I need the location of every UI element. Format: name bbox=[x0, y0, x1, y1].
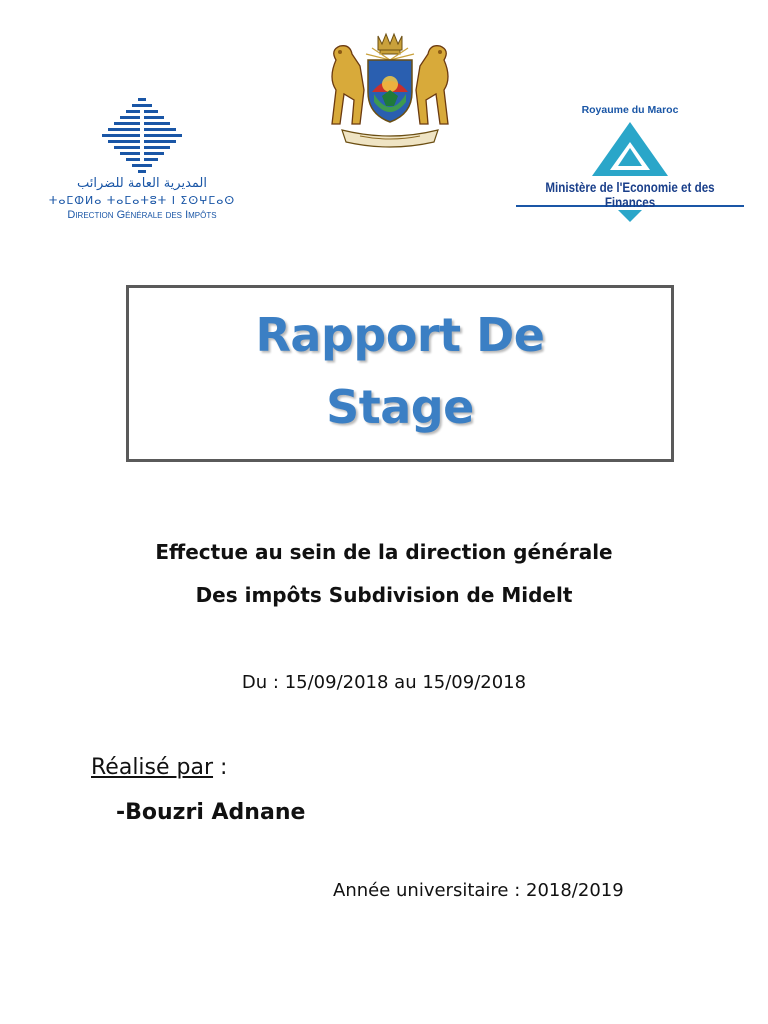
academic-year: Année universitaire : 2018/2019 bbox=[333, 880, 624, 901]
subtitle-line-1: Effectue au sein de la direction générale bbox=[155, 540, 613, 564]
subtitle-line-2: Des impôts Subdivision de Midelt bbox=[195, 583, 573, 607]
dgi-tifinagh-name: ⵜⴰⵎⵀⵍⴰ ⵜⴰⵎⴰⵜⵓⵜ ⵏ ⵉⵙⵖⵎⴰⵙ bbox=[48, 194, 236, 207]
dgi-name: Direction Générale des Impôts bbox=[67, 209, 217, 221]
title-line-1: Rapport De bbox=[255, 308, 545, 362]
coat-of-arms-icon bbox=[320, 30, 460, 152]
realise-par-label bbox=[91, 755, 227, 780]
title-box bbox=[126, 285, 674, 462]
realise-par-text: Réalisé par bbox=[91, 755, 214, 780]
author-name: -Bouzri Adnane bbox=[116, 800, 306, 825]
period-dates: Du : 15/09/2018 au 15/09/2018 bbox=[241, 672, 527, 693]
ministry-name: Ministère de l'Economie et des Finances bbox=[545, 180, 715, 210]
realise-par-colon: : bbox=[213, 755, 228, 780]
title-line-2: Stage bbox=[326, 380, 474, 434]
ministry-kingdom-label: Royaume du Maroc bbox=[581, 104, 679, 116]
dgi-stripes-icon bbox=[100, 96, 184, 176]
dgi-logo bbox=[44, 96, 240, 228]
ministry-logo bbox=[514, 100, 746, 225]
dgi-arabic-name: المديرية العامة للضرائب bbox=[77, 176, 207, 191]
